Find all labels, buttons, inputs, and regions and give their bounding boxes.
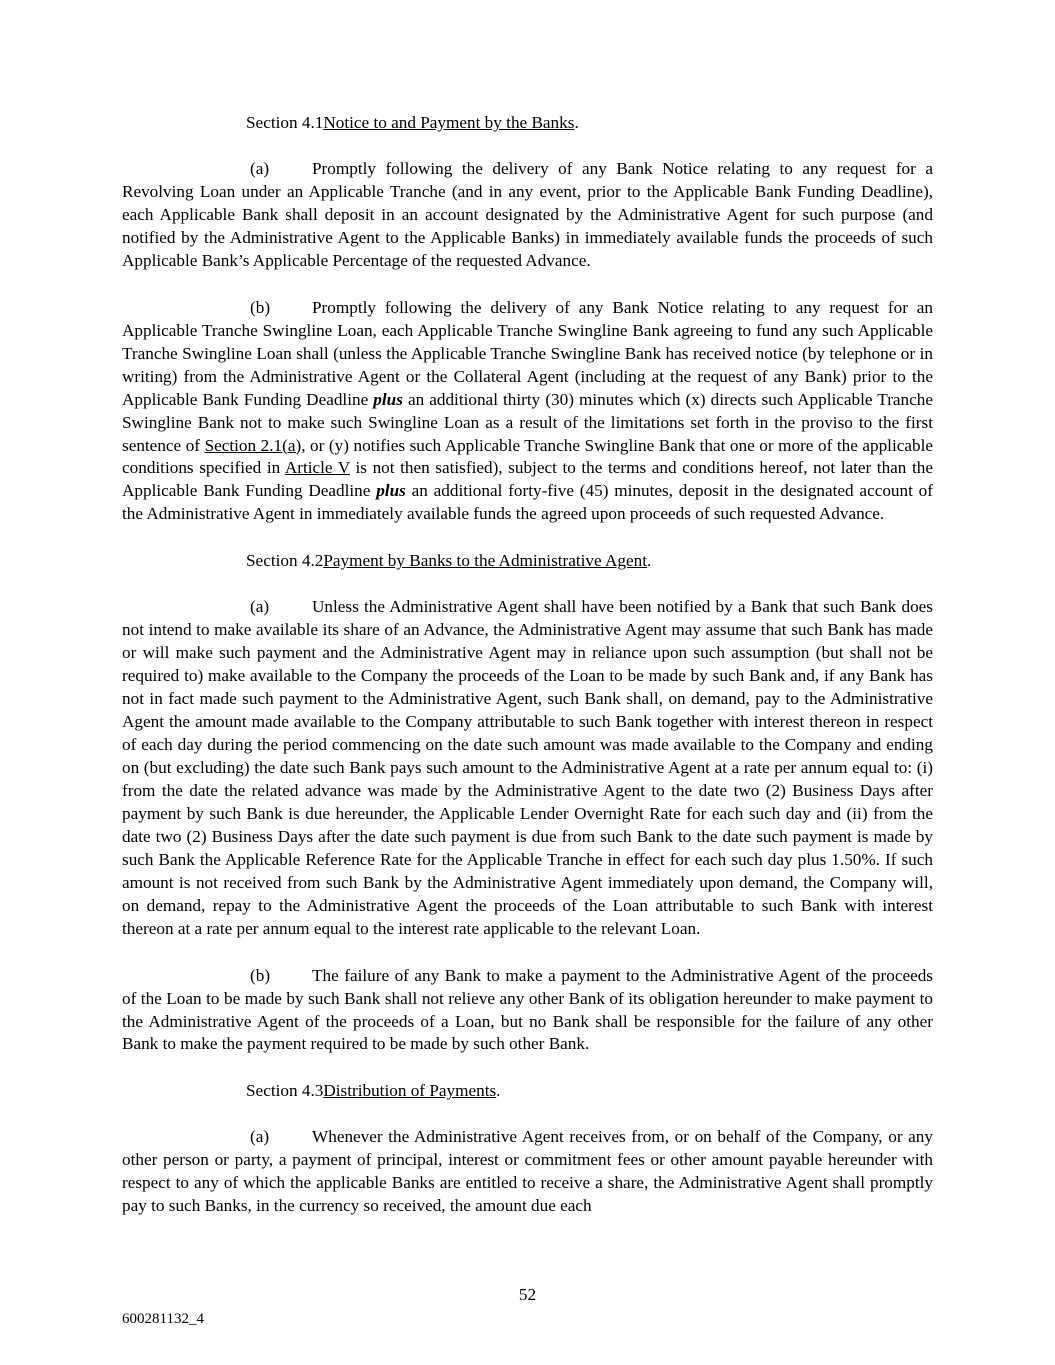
spacer — [122, 540, 933, 550]
paragraph-label: (a) — [250, 597, 270, 617]
spacer — [122, 955, 933, 965]
paragraph-4-2-b — [122, 965, 933, 1057]
paragraph-text: The failure of any Bank to make a payment to the Administrative Agent of the proceeds of the Loan to be made by such Bank shall not relieve any other Bank of its obligation hereunder to make payment to the Administrative Agent of the proceeds of a Loan, but no Bank shall be responsible for the failure of any other Bank to make the payment required to be made by such other Bank. — [122, 965, 933, 1054]
paragraph-text: Unless the Administrative Agent shall have been notified by a Bank that such Bank does not intend to make available its share of an Advance, the Administrative Agent may assume that such Bank has made or will make such payment and the Administrative Agent may in reliance upon such assumption (but shall not be required to) make available to the Company the proceeds of the Loan to be made by such Bank and, if any Bank has not in fact made such payment to the Administrative Agent, such Bank shall, on demand, pay to the Administrative Agent the amount made available to the Company attributable to such Bank together with interest thereon in respect of each day during the period commencing on the date such amount was made available to the Company and ending on (but excluding) the date such Bank pays such amount to the Administrative Agent at a rate per annum equal to: (i) from the date the related advance was made by the Administrative Agent to the date two (2) Business Days after payment by such Bank is due hereunder, the Applicable Lender Overnight Rate for each such day and (ii) from the date two (2) Business Days after the date such payment is due from such Bank to the date such payment is made by such Bank the Applicable Reference Rate for the Applicable Tranche in effect for each such day plus 1.50%. If such amount is not received from such Bank by the Administrative Agent immediately upon demand, the Company will, on demand, repay to the Administrative Agent the proceeds of the Loan attributable to such Bank with interest thereon at a rate per annum equal to the interest rate applicable to the relevant Loan. — [122, 597, 933, 938]
paragraph-4-1-a — [122, 158, 933, 273]
emphasis-plus-1: plus — [373, 389, 403, 409]
paragraph-text-part-5: an additional forty-five (45) minutes, deposit in the designated account of the Administrative Agent in immediately available funds the agreed upon proceeds of such requested Advance. — [122, 481, 933, 524]
document-id: 600281132_4 — [122, 1311, 204, 1327]
paragraph-label: (a) — [250, 1127, 270, 1147]
paragraph-label: (b) — [250, 965, 271, 985]
section-title-punctuation: . — [647, 551, 652, 571]
section-title-punctuation: . — [574, 113, 579, 132]
paragraph-4-3-a — [122, 1126, 933, 1218]
paragraph-4-1-b — [122, 297, 933, 527]
paragraph-text-part-4: is not then satisfied), subject to the terms and conditions hereof, not later than the Applicable Bank Funding Deadline — [122, 458, 933, 501]
paragraph-label: (b) — [250, 297, 271, 317]
page-footer — [0, 1245, 1055, 1365]
page-number: 52 — [518, 1285, 537, 1304]
cross-reference-section-2-1-a[interactable]: Section 2.1(a) — [204, 435, 302, 455]
paragraph-text-part-1: Promptly following the delivery of any Bank Notice relating to any request for an Applicable Tranche Swingline Loan, each Applicable Tranche Swingline Bank agreeing to fund any such Applicable Tranche Swingline Loan shall (unless the Applicable Tranche Swingline Bank has received notice (by telephone or in writing) from the Administrative Agent or the Collateral Agent (including at the request of any Bank) prior to the Applicable Bank Funding Deadline — [122, 297, 933, 409]
section-heading-4-3 — [122, 1080, 933, 1102]
section-title: Payment by Banks to the Administrative Agent — [323, 551, 648, 571]
section-heading-4-1 — [122, 112, 933, 134]
spacer — [122, 1070, 933, 1080]
section-number: Section 4.3 — [246, 1081, 324, 1101]
section-number: Section 4.2 — [246, 551, 324, 571]
paragraph-text: Whenever the Administrative Agent receives from, or on behalf of the Company, or any other person or party, a payment of principal, interest or commitment fees or other amount payable hereunder with respect to any of which the applicable Banks are entitled to receive a share, the Administrative Agent shall promptly pay to such Banks, in the currency so received, the amount due each — [122, 1127, 933, 1216]
section-title: Notice to and Payment by the Banks — [323, 113, 575, 132]
paragraph-text: Promptly following the delivery of any Bank Notice relating to any request for a Revolving Loan under an Applicable Tranche (and in any event, prior to the Applicable Bank Funding Deadline), each Applicable Bank shall deposit in an account designated by the Administrative Agent for such purpose (and notified by the Administrative Agent to the Applicable Banks) in immediately available funds the proceeds of such Applicable Bank’s Applicable Percentage of the requested Advance. — [122, 159, 933, 270]
paragraph-text-part-3: , or (y) notifies such Applicable Tranche Swingline Bank that one or more of the applicable conditions specified in — [122, 435, 933, 478]
paragraph-label: (a) — [250, 159, 270, 179]
section-title-punctuation: . — [496, 1081, 501, 1101]
section-heading-4-2 — [122, 550, 933, 572]
section-number: Section 4.1 — [246, 113, 324, 132]
emphasis-plus-2: plus — [376, 481, 406, 501]
paragraph-text-part-2: an additional thirty (30) minutes which (x) directs such Applicable Tranche Swingline Bank not to make such Swingline Loan as a result of the limitations set forth in the proviso to the first sentence of — [122, 389, 933, 455]
spacer — [122, 287, 933, 297]
cross-reference-article-v[interactable]: Article V — [284, 458, 350, 478]
section-title: Distribution of Payments — [323, 1081, 497, 1101]
spacer — [122, 586, 933, 596]
spacer — [122, 1116, 933, 1126]
spacer — [122, 148, 933, 158]
paragraph-4-2-a — [122, 596, 933, 940]
